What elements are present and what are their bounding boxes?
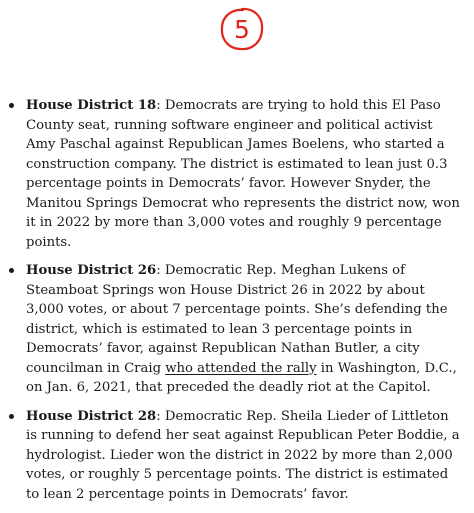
red-circle-icon <box>219 6 265 52</box>
list-item <box>0 407 474 505</box>
list-item <box>0 96 474 252</box>
item-text: : Democratic Rep. Meghan Lukens of Steamboat Springs won House District 26 in 2022 by about 3,000 votes, or about 7 percentage points. She’s defending the district, which is estimated to lean 3 percentage points in Democrats’ favor, against Republican Nathan Butler, a city councilman in Craig <box>26 263 448 376</box>
district-list <box>0 96 474 513</box>
item-text-continued: in Washington, D.C., on Jan. 6, 2021, that preceded the deadly riot at the Capitol. <box>26 360 457 395</box>
item-heading: House District 18 <box>26 98 157 113</box>
item-heading: House District 28 <box>26 408 157 424</box>
item-text: : Democratic Rep. Sheila Lieder of Littleton is running to defend her seat against Republican Peter Boddie, a hydrologist. Lieder won the district in 2022 by more than 2,000 votes, or roughly 5 percentage points. The district is estimated to lean 2 percentage points in Democrats’ favor. <box>26 408 460 502</box>
item-heading: House District 26 <box>26 263 157 278</box>
annotation-number: 5 <box>234 15 250 44</box>
rally-link[interactable]: who attended the rally <box>165 360 317 376</box>
item-text: : Democrats are trying to hold this El Paso County seat, running software engineer and political activist Amy Paschal against Republican James Boelens, who started a construction company. The district is estimated to lean just 0.3 percentage points in Democrats’ favor. However Snyder, the Manitou Springs Democrat who represents the district now, won it in 2022 by more than 3,000 votes and roughly 9 percentage points. <box>26 98 460 250</box>
circled-number-annotation <box>219 6 265 52</box>
bullet-icon <box>9 414 14 419</box>
bullet-icon <box>9 268 14 273</box>
bullet-icon <box>9 103 14 108</box>
list-item <box>0 261 474 398</box>
